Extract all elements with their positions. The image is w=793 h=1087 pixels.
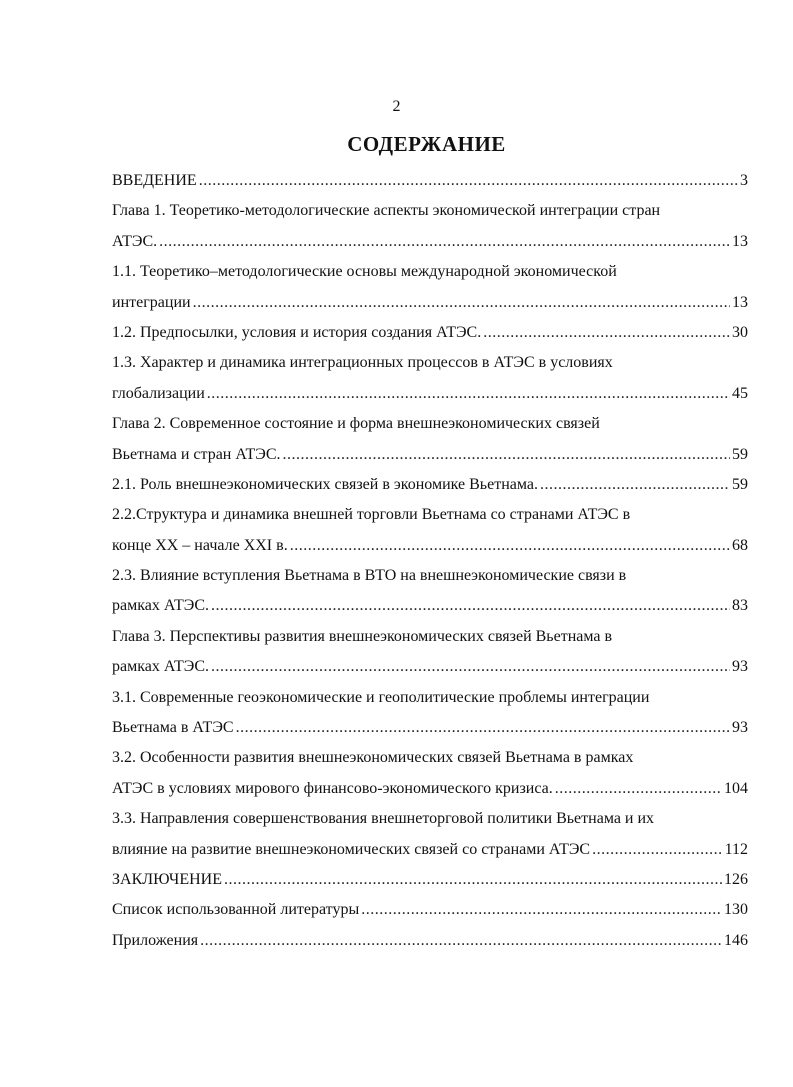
table-of-contents [0, 166, 793, 956]
toc-entry-text: 2.2.Структура и динамика внешней торговли Вьетнама со странами АТЭС в [112, 506, 631, 524]
toc-page-number: 104 [724, 779, 748, 797]
toc-entry-line [0, 379, 748, 409]
toc-entry[interactable] [0, 865, 793, 895]
toc-entry-line [0, 470, 748, 500]
toc-entry[interactable] [0, 257, 793, 318]
toc-entry-line [0, 804, 748, 834]
toc-entry-line [0, 926, 748, 956]
toc-page-number: 45 [732, 384, 748, 402]
toc-entry-line [0, 409, 748, 439]
toc-entry-line [0, 895, 748, 925]
toc-entry-text: Глава 3. Перспективы развития внешнеэкономических связей Вьетнама в [112, 627, 613, 645]
dot-leader [159, 227, 730, 257]
toc-entry-text: 3.1. Современные геоэкономические и геополитические проблемы интеграции [112, 688, 650, 706]
toc-entry-line [0, 652, 748, 682]
toc-page-number: 93 [732, 719, 748, 737]
toc-entry-line [0, 743, 748, 773]
page-title: СОДЕРЖАНИЕ [347, 132, 506, 156]
toc-page-number: 3 [740, 172, 748, 189]
toc-entry[interactable] [0, 318, 793, 348]
toc-entry[interactable] [0, 804, 793, 865]
toc-entry-text: рамках АТЭС. [112, 658, 210, 676]
dot-leader [361, 895, 722, 925]
toc-entry-line [0, 440, 748, 470]
dot-leader [540, 470, 730, 500]
toc-entry-text: рамках АТЭС. [112, 597, 210, 615]
toc-entry-text: интеграции [112, 293, 191, 311]
toc-entry[interactable] [0, 196, 793, 257]
dot-leader [283, 440, 730, 470]
dot-leader [555, 774, 722, 804]
toc-entry[interactable] [0, 622, 793, 683]
toc-entry[interactable] [0, 166, 793, 196]
toc-entry[interactable] [0, 500, 793, 561]
toc-entry-line [0, 531, 748, 561]
toc-page-number: 112 [724, 840, 748, 858]
toc-entry[interactable] [0, 348, 793, 409]
toc-entry-line [0, 196, 748, 226]
dot-leader [592, 835, 723, 865]
toc-page-number: 59 [732, 445, 748, 463]
toc-entry-text: Вьетнама и стран АТЭС. [112, 445, 281, 463]
toc-page-number: 93 [732, 658, 748, 676]
toc-entry[interactable] [0, 743, 793, 804]
toc-page-number: 13 [732, 232, 748, 250]
page-number: 2 [392, 98, 401, 115]
toc-entry[interactable] [0, 409, 793, 470]
toc-page-number: 146 [724, 931, 748, 949]
toc-entry-line [0, 166, 748, 196]
toc-entry-text: ВВЕДЕНИЕ [112, 172, 197, 189]
toc-entry-line [0, 591, 748, 621]
toc-entry[interactable] [0, 561, 793, 622]
toc-page-number: 83 [732, 597, 748, 615]
toc-entry-text: 3.3. Направления совершенствования внешнеторговой политики Вьетнама и их [112, 810, 655, 828]
toc-page-number: 130 [724, 901, 748, 919]
toc-entry-line [0, 348, 748, 378]
toc-entry-line [0, 774, 748, 804]
toc-entry-text: 2.1. Роль внешнеэкономических связей в экономике Вьетнама. [112, 475, 538, 493]
toc-entry-text: АТЭС в условиях мирового финансово-экономического кризиса. [112, 779, 553, 797]
dot-leader [211, 652, 730, 682]
toc-entry[interactable] [0, 926, 793, 956]
toc-entry-text: Вьетнама в АТЭС [112, 719, 234, 737]
toc-entry-text: 1.2. Предпосылки, условия и история создания АТЭС. [112, 323, 482, 341]
dot-leader [211, 591, 730, 621]
toc-entry-text: глобализации [112, 384, 205, 402]
toc-entry[interactable] [0, 470, 793, 500]
toc-page-number: 68 [732, 536, 748, 554]
toc-entry-line [0, 318, 748, 348]
toc-page-number: 59 [732, 475, 748, 493]
toc-entry[interactable] [0, 895, 793, 925]
toc-entry-line [0, 227, 748, 257]
dot-leader [224, 865, 722, 895]
toc-entry-text: АТЭС. [112, 232, 158, 250]
toc-entry-text: конце XX – начале XXI в. [112, 536, 288, 554]
toc-entry-line [0, 713, 748, 743]
toc-entry-line [0, 622, 748, 652]
toc-entry-line [0, 683, 748, 713]
toc-entry-text: влияние на развитие внешнеэкономических связей со странами АТЭС [112, 840, 591, 858]
toc-page-number: 30 [732, 323, 748, 341]
toc-entry-text: 2.3. Влияние вступления Вьетнама в ВТО на внешнеэкономические связи в [112, 567, 627, 585]
dot-leader [290, 531, 730, 561]
toc-entry-text: Список использованной литературы [112, 901, 360, 919]
dot-leader [193, 288, 730, 318]
toc-entry[interactable] [0, 683, 793, 744]
toc-entry-text: Глава 1. Теоретико-методологические аспекты экономической интеграции стран [112, 202, 661, 220]
toc-entry-line [0, 835, 748, 865]
toc-entry-text: 1.1. Теоретико–методологические основы международной экономической [112, 263, 617, 281]
toc-entry-text: 1.3. Характер и динамика интеграционных процессов в АТЭС в условиях [112, 354, 613, 372]
dot-leader [207, 379, 730, 409]
dot-leader [236, 713, 730, 743]
toc-entry-line [0, 865, 748, 895]
toc-entry-text: Приложения [112, 931, 199, 949]
toc-page-number: 13 [732, 293, 748, 311]
toc-page-number: 126 [724, 870, 748, 888]
toc-entry-text: ЗАКЛЮЧЕНИЕ [112, 870, 222, 888]
toc-entry-line [0, 257, 748, 287]
toc-entry-line [0, 288, 748, 318]
toc-entry-line [0, 561, 748, 591]
toc-entry-text: 3.2. Особенности развития внешнеэкономических связей Вьетнама в рамках [112, 749, 634, 767]
dot-leader [483, 318, 730, 348]
toc-entry-text: Глава 2. Современное состояние и форма внешнеэкономических связей [112, 415, 600, 433]
dot-leader [199, 166, 738, 196]
toc-entry-line [0, 500, 748, 530]
dot-leader [200, 926, 722, 956]
